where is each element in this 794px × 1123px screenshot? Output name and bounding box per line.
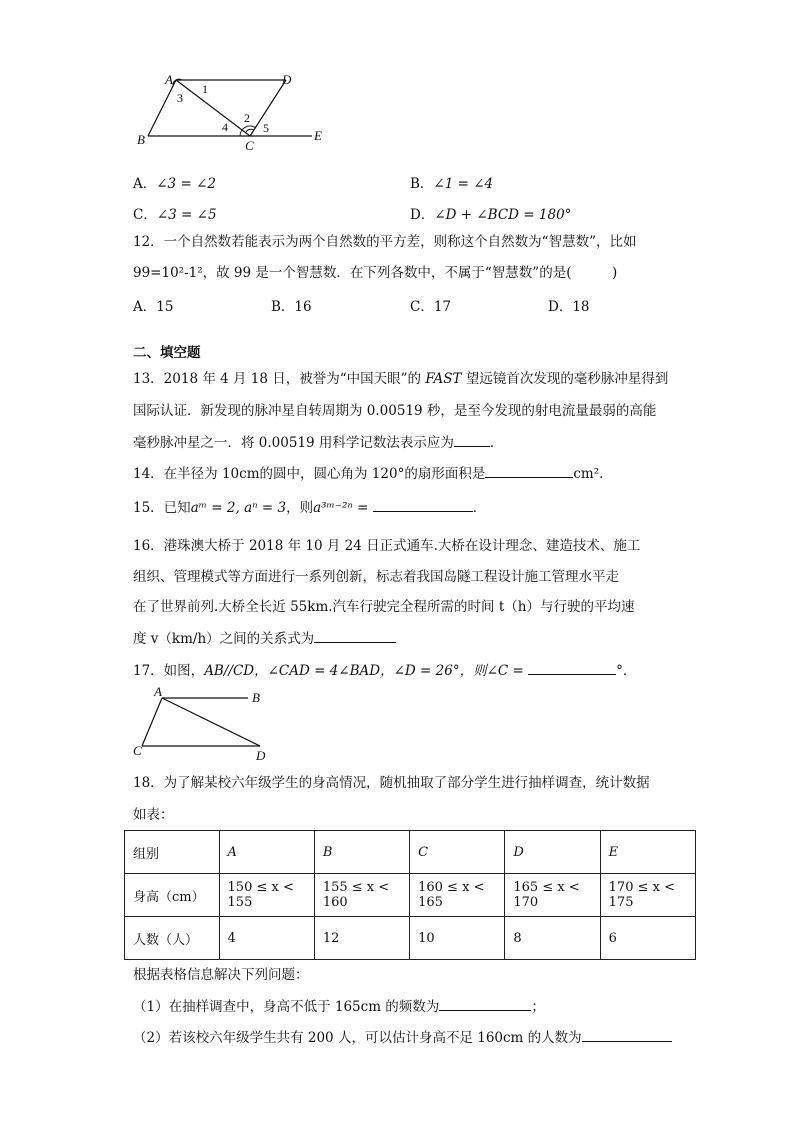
table-cell: 160 ≤ x < 165 — [410, 874, 505, 917]
angle-label-2: 2 — [244, 111, 250, 125]
table-cell: 165 ≤ x < 170 — [505, 874, 600, 917]
table-row — [125, 874, 696, 917]
q16-line-1: 16．港珠澳大桥于 2018 年 10 月 24 日正式通车.大桥在设计理念、建造技术、施工 — [133, 538, 641, 554]
label-D: D — [256, 748, 266, 763]
q11-option-b[interactable]: B．∠1 = ∠4 — [410, 176, 494, 192]
table-row — [125, 917, 696, 960]
table-cell: E — [600, 831, 695, 874]
table-cell: 170 ≤ x < 175 — [600, 874, 695, 917]
table-cell: A — [219, 831, 314, 874]
table-cell: 4 — [219, 917, 314, 960]
label-D: D — [282, 72, 292, 87]
q15-answer-blank[interactable] — [373, 497, 473, 512]
angle-label-1: 1 — [202, 82, 208, 96]
q18-after-table: 根据表格信息解决下列问题： — [133, 967, 309, 983]
q12-option-a[interactable]: A．15 — [133, 299, 174, 315]
q12-option-d[interactable]: D．18 — [548, 299, 590, 315]
q15-line: 15．已知aᵐ = 2, aⁿ = 3，则a³ᵐ⁻²ⁿ = ． — [133, 497, 486, 518]
table-cell: 人数（人） — [125, 917, 220, 960]
q17-line: 17．如图，AB//CD，∠CAD = 4∠BAD，∠D = 26°，则∠C = °． — [133, 660, 636, 681]
label-E: E — [314, 128, 322, 143]
q18-sub1: （1）在抽样调查中，身高不低于 165cm 的频数为 ； — [133, 996, 545, 1017]
label-C: C — [245, 138, 254, 153]
segment-ac — [142, 698, 162, 746]
table-cell: 12 — [314, 917, 409, 960]
table-row — [125, 831, 696, 874]
q16-line-4: 度 v（km/h）之间的关系式为 — [133, 628, 396, 649]
table-cell: 身高（cm） — [125, 874, 220, 917]
table-cell: 8 — [505, 917, 600, 960]
q16-line-3: 在了世界前列.大桥全长近 55km.汽车行驶完全程所需的时间 t（h）与行驶的平均速 — [133, 599, 635, 615]
q16-answer-blank[interactable] — [314, 628, 396, 643]
q12-option-b[interactable]: B．16 — [271, 299, 312, 315]
parallelogram-figure — [130, 68, 340, 158]
q17-answer-blank[interactable] — [528, 660, 616, 675]
q16-line-2: 组织、管理模式等方面进行一系列创新，标志着我国岛隧工程设计施工管理水平走 — [133, 569, 619, 585]
table-cell: B — [314, 831, 409, 874]
q13-line-3: 毫秒脉冲星之一．将 0.00519 用科学记数法表示应为 ． — [133, 432, 503, 453]
table-cell: 6 — [600, 917, 695, 960]
table-cell: C — [410, 831, 505, 874]
segment-ad — [162, 698, 260, 746]
q12-line-1: 12．一个自然数若能表示为两个自然数的平方差，则称这个自然数为“智慧数”，比如 — [133, 234, 637, 250]
angle-label-3: 3 — [177, 91, 183, 105]
table-cell: D — [505, 831, 600, 874]
q18-line-2: 如表： — [133, 807, 174, 823]
q18-sub2: （2）若该校六年级学生共有 200 人，可以估计身高不足 160cm 的人数为 — [133, 1027, 672, 1048]
height-table — [124, 830, 696, 960]
angle-label-5: 5 — [263, 121, 269, 135]
q14-line: 14．在半径为 10cm的圆中，圆心角为 120°的扇形面积是 cm²． — [133, 463, 613, 484]
q18-line-1: 18．为了解某校六年级学生的身高情况，随机抽取了部分学生进行抽样调查，统计数据 — [133, 775, 650, 791]
table-cell: 150 ≤ x < 155 — [219, 874, 314, 917]
table-cell: 155 ≤ x < 160 — [314, 874, 409, 917]
q12-line-2: 99=10²-1²，故 99 是一个智慧数．在下列各数中，不属于“智慧数”的是( ) — [133, 265, 618, 281]
segment-ac — [176, 80, 250, 136]
q12-option-c[interactable]: C．17 — [410, 299, 452, 315]
angle-label-4: 4 — [222, 120, 228, 134]
q11-option-c[interactable]: C．∠3 = ∠5 — [133, 207, 217, 223]
label-B: B — [252, 690, 260, 705]
table-cell: 10 — [410, 917, 505, 960]
table-cell: 组别 — [125, 831, 220, 874]
q11-option-a[interactable]: A．∠3 = ∠2 — [133, 176, 216, 192]
q13-line-1: 13．2018 年 4 月 18 日，被誉为“中国天眼”的 FAST 望远镜首次发现的毫秒脉冲星得到 — [133, 371, 669, 387]
q18-sub1-answer-blank[interactable] — [439, 996, 531, 1011]
q13-answer-blank[interactable] — [454, 432, 490, 447]
q18-sub2-answer-blank[interactable] — [582, 1027, 672, 1042]
segment-ab — [148, 80, 176, 136]
q14-answer-blank[interactable] — [485, 463, 573, 478]
label-B: B — [137, 132, 145, 147]
label-A: A — [165, 72, 173, 87]
section-title-fill-in: 二、填空题 — [133, 345, 201, 361]
label-C: C — [133, 743, 142, 758]
label-A: A — [154, 684, 162, 699]
q13-line-2: 国际认证．新发现的脉冲星自转周期为 0.00519 秒，是至今发现的射电流量最弱的高能 — [133, 403, 657, 419]
q11-option-d[interactable]: D．∠D + ∠BCD = 180° — [410, 207, 572, 223]
